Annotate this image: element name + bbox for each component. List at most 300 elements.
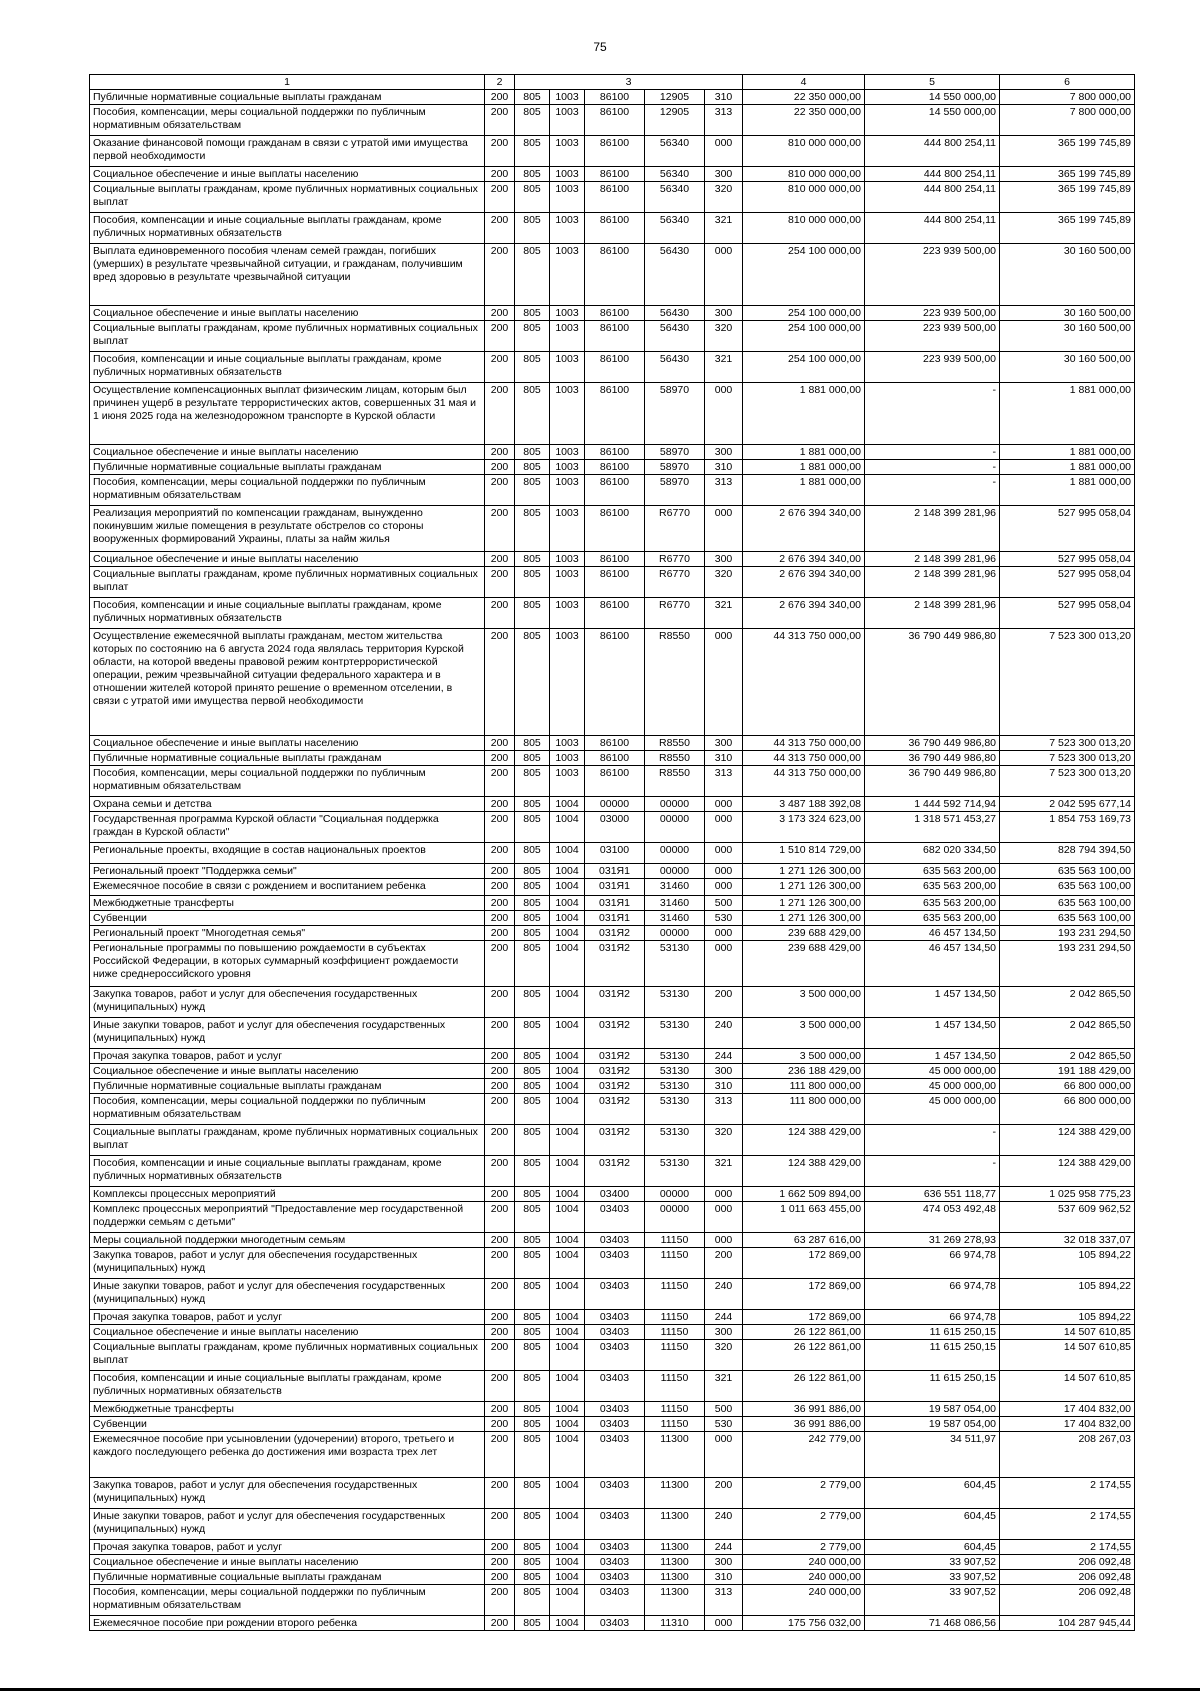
cell-program-code: 03403 (585, 1202, 645, 1233)
cell-expense-type-code: 300 (705, 1555, 743, 1570)
cell-ministry-code: 200 (485, 629, 515, 736)
cell-section-code: 805 (515, 321, 550, 352)
cell-expense-type-code: 320 (705, 1125, 743, 1156)
cell-subsection-code: 1004 (550, 1187, 585, 1202)
page-number: 75 (593, 40, 607, 54)
cell-approved-amount: 810 000 000,00 (743, 213, 865, 244)
cell-approved-amount: 26 122 861,00 (743, 1325, 865, 1340)
cell-executed-amount: 223 939 500,00 (865, 321, 1000, 352)
cell-section-code: 805 (515, 1478, 550, 1509)
cell-approved-amount: 1 271 126 300,00 (743, 864, 865, 879)
cell-ministry-code: 200 (485, 987, 515, 1018)
cell-remaining-amount: 365 199 745,89 (1000, 136, 1135, 167)
cell-section-code: 805 (515, 1570, 550, 1585)
table-row (90, 1079, 1135, 1094)
cell-direction-code: 53130 (645, 1049, 705, 1064)
cell-expense-type-code: 000 (705, 843, 743, 864)
cell-remaining-amount: 191 188 429,00 (1000, 1064, 1135, 1079)
cell-approved-amount: 36 991 886,00 (743, 1402, 865, 1417)
cell-remaining-amount: 30 160 500,00 (1000, 244, 1135, 306)
header-col-1: 1 (90, 75, 485, 90)
cell-section-code: 805 (515, 1432, 550, 1478)
cell-remaining-amount: 2 042 865,50 (1000, 1049, 1135, 1064)
cell-direction-code: 11300 (645, 1585, 705, 1616)
cell-expense-type-code: 200 (705, 1248, 743, 1279)
cell-section-code: 805 (515, 1233, 550, 1248)
cell-remaining-amount: 1 881 000,00 (1000, 460, 1135, 475)
cell-program-code: 031Я2 (585, 1079, 645, 1094)
cell-subsection-code: 1003 (550, 475, 585, 506)
cell-subsection-code: 1004 (550, 1555, 585, 1570)
cell-approved-amount: 1 271 126 300,00 (743, 911, 865, 926)
cell-expense-type-code: 200 (705, 987, 743, 1018)
row-name: Региональные проекты, входящие в состав национальных проектов (90, 843, 485, 864)
row-name: Пособия, компенсации и иные социальные выплаты гражданам, кроме публичных нормативных обязательств (90, 1371, 485, 1402)
cell-program-code: 03403 (585, 1233, 645, 1248)
cell-direction-code: 53130 (645, 1156, 705, 1187)
cell-section-code: 805 (515, 105, 550, 136)
row-name: Иные закупки товаров, работ и услуг для обеспечения государственных (муниципальных) нужд (90, 1018, 485, 1049)
row-name: Публичные нормативные социальные выплаты гражданам (90, 90, 485, 105)
cell-direction-code: R6770 (645, 552, 705, 567)
cell-approved-amount: 2 779,00 (743, 1478, 865, 1509)
row-name: Закупка товаров, работ и услуг для обеспечения государственных (муниципальных) нужд (90, 1478, 485, 1509)
cell-direction-code: 31460 (645, 911, 705, 926)
cell-program-code: 86100 (585, 766, 645, 797)
cell-executed-amount: 36 790 449 986,80 (865, 629, 1000, 736)
cell-executed-amount: 46 457 134,50 (865, 926, 1000, 941)
row-name: Субвенции (90, 911, 485, 926)
cell-approved-amount: 810 000 000,00 (743, 167, 865, 182)
cell-section-code: 805 (515, 736, 550, 751)
cell-remaining-amount: 1 854 753 169,73 (1000, 812, 1135, 843)
cell-executed-amount: 635 563 200,00 (865, 911, 1000, 926)
cell-expense-type-code: 240 (705, 1279, 743, 1310)
cell-program-code: 031Я2 (585, 1049, 645, 1064)
cell-section-code: 805 (515, 751, 550, 766)
cell-subsection-code: 1003 (550, 167, 585, 182)
cell-remaining-amount: 208 267,03 (1000, 1432, 1135, 1478)
cell-section-code: 805 (515, 383, 550, 445)
cell-subsection-code: 1003 (550, 321, 585, 352)
cell-direction-code: 56340 (645, 167, 705, 182)
cell-approved-amount: 44 313 750 000,00 (743, 629, 865, 736)
cell-direction-code: 56340 (645, 213, 705, 244)
table-row (90, 1417, 1135, 1432)
cell-ministry-code: 200 (485, 1570, 515, 1585)
cell-executed-amount: - (865, 445, 1000, 460)
cell-section-code: 805 (515, 766, 550, 797)
row-name: Социальные выплаты гражданам, кроме публичных нормативных социальных выплат (90, 182, 485, 213)
cell-expense-type-code: 321 (705, 213, 743, 244)
cell-direction-code: 58970 (645, 445, 705, 460)
cell-direction-code: 53130 (645, 987, 705, 1018)
table-row (90, 1432, 1135, 1478)
cell-direction-code: 56430 (645, 352, 705, 383)
cell-remaining-amount: 105 894,22 (1000, 1248, 1135, 1279)
cell-program-code: 86100 (585, 629, 645, 736)
cell-section-code: 805 (515, 1125, 550, 1156)
row-name: Иные закупки товаров, работ и услуг для обеспечения государственных (муниципальных) нужд (90, 1279, 485, 1310)
cell-remaining-amount: 7 523 300 013,20 (1000, 629, 1135, 736)
cell-program-code: 03403 (585, 1310, 645, 1325)
row-name: Осуществление ежемесячной выплаты гражданам, местом жительства которых по состоянию на 6 августа 2024 года являлась территория Курской области, на которой введены правовой режим контртеррористической операции, режим чрезвычайной ситуации федерального характера и в отношении жителей которой принято решение о временном отселении, в связи с утратой ими имущества первой необходимости (90, 629, 485, 736)
row-name: Социальное обеспечение и иные выплаты населению (90, 552, 485, 567)
row-name: Закупка товаров, работ и услуг для обеспечения государственных (муниципальных) нужд (90, 1248, 485, 1279)
cell-remaining-amount: 193 231 294,50 (1000, 941, 1135, 987)
cell-section-code: 805 (515, 911, 550, 926)
row-name: Публичные нормативные социальные выплаты гражданам (90, 751, 485, 766)
cell-approved-amount: 1 881 000,00 (743, 383, 865, 445)
cell-subsection-code: 1004 (550, 896, 585, 911)
row-name: Пособия, компенсации и иные социальные выплаты гражданам, кроме публичных нормативных обязательств (90, 1156, 485, 1187)
cell-ministry-code: 200 (485, 1279, 515, 1310)
cell-direction-code: 58970 (645, 475, 705, 506)
cell-executed-amount: 36 790 449 986,80 (865, 766, 1000, 797)
table-header-row (90, 75, 1135, 90)
cell-ministry-code: 200 (485, 506, 515, 552)
cell-ministry-code: 200 (485, 1310, 515, 1325)
cell-approved-amount: 2 676 394 340,00 (743, 506, 865, 552)
cell-executed-amount: - (865, 475, 1000, 506)
cell-executed-amount: 66 974,78 (865, 1310, 1000, 1325)
cell-executed-amount: - (865, 1125, 1000, 1156)
cell-subsection-code: 1004 (550, 1509, 585, 1540)
table-row (90, 352, 1135, 383)
table-row (90, 1478, 1135, 1509)
cell-program-code: 86100 (585, 167, 645, 182)
cell-subsection-code: 1003 (550, 460, 585, 475)
cell-ministry-code: 200 (485, 182, 515, 213)
table-row (90, 751, 1135, 766)
cell-ministry-code: 200 (485, 90, 515, 105)
table-row (90, 136, 1135, 167)
cell-approved-amount: 124 388 429,00 (743, 1125, 865, 1156)
row-name: Оказание финансовой помощи гражданам в связи с утратой ими имущества первой необходимости (90, 136, 485, 167)
cell-program-code: 03400 (585, 1187, 645, 1202)
cell-subsection-code: 1003 (550, 136, 585, 167)
row-name: Публичные нормативные социальные выплаты гражданам (90, 460, 485, 475)
cell-section-code: 805 (515, 987, 550, 1018)
cell-approved-amount: 26 122 861,00 (743, 1340, 865, 1371)
table-row (90, 987, 1135, 1018)
cell-expense-type-code: 310 (705, 1079, 743, 1094)
cell-subsection-code: 1004 (550, 911, 585, 926)
cell-expense-type-code: 000 (705, 1187, 743, 1202)
cell-executed-amount: 1 457 134,50 (865, 1018, 1000, 1049)
row-name: Социальное обеспечение и иные выплаты населению (90, 306, 485, 321)
table-row (90, 1248, 1135, 1279)
cell-section-code: 805 (515, 244, 550, 306)
cell-remaining-amount: 1 881 000,00 (1000, 475, 1135, 506)
cell-executed-amount: 71 468 086,56 (865, 1616, 1000, 1631)
cell-program-code: 03403 (585, 1509, 645, 1540)
cell-ministry-code: 200 (485, 475, 515, 506)
cell-remaining-amount: 66 800 000,00 (1000, 1079, 1135, 1094)
cell-program-code: 03403 (585, 1325, 645, 1340)
cell-program-code: 03403 (585, 1371, 645, 1402)
cell-ministry-code: 200 (485, 1325, 515, 1340)
cell-expense-type-code: 310 (705, 460, 743, 475)
table-row (90, 90, 1135, 105)
row-name: Региональные программы по повышению рождаемости в субъектах Российской Федерации, в которых суммарный коэффициент рождаемости ниже среднероссийского уровня (90, 941, 485, 987)
cell-program-code: 03403 (585, 1555, 645, 1570)
cell-remaining-amount: 2 042 865,50 (1000, 1018, 1135, 1049)
row-name: Региональный проект "Поддержка семьи" (90, 864, 485, 879)
table-row (90, 1555, 1135, 1570)
cell-ministry-code: 200 (485, 1233, 515, 1248)
row-name: Ежемесячное пособие при усыновлении (удочерении) второго, третьего и каждого последующего ребенка до достижения ими возраста трех лет (90, 1432, 485, 1478)
table-row (90, 1585, 1135, 1616)
cell-approved-amount: 254 100 000,00 (743, 352, 865, 383)
cell-expense-type-code: 320 (705, 1340, 743, 1371)
cell-section-code: 805 (515, 1049, 550, 1064)
table-row (90, 1325, 1135, 1340)
cell-subsection-code: 1004 (550, 1248, 585, 1279)
cell-program-code: 86100 (585, 136, 645, 167)
cell-approved-amount: 44 313 750 000,00 (743, 751, 865, 766)
cell-expense-type-code: 240 (705, 1509, 743, 1540)
cell-approved-amount: 111 800 000,00 (743, 1079, 865, 1094)
cell-executed-amount: 19 587 054,00 (865, 1402, 1000, 1417)
table-row (90, 1202, 1135, 1233)
cell-subsection-code: 1004 (550, 987, 585, 1018)
cell-remaining-amount: 1 881 000,00 (1000, 445, 1135, 460)
cell-approved-amount: 810 000 000,00 (743, 182, 865, 213)
cell-remaining-amount: 2 174,55 (1000, 1478, 1135, 1509)
cell-ministry-code: 200 (485, 552, 515, 567)
cell-subsection-code: 1004 (550, 812, 585, 843)
cell-section-code: 805 (515, 445, 550, 460)
table-row (90, 941, 1135, 987)
cell-program-code: 03403 (585, 1417, 645, 1432)
cell-direction-code: 12905 (645, 90, 705, 105)
cell-remaining-amount: 30 160 500,00 (1000, 306, 1135, 321)
cell-ministry-code: 200 (485, 1417, 515, 1432)
cell-direction-code: 31460 (645, 879, 705, 896)
row-name: Пособия, компенсации и иные социальные выплаты гражданам, кроме публичных нормативных обязательств (90, 352, 485, 383)
cell-remaining-amount: 105 894,22 (1000, 1279, 1135, 1310)
cell-direction-code: 11150 (645, 1371, 705, 1402)
cell-direction-code: 53130 (645, 1125, 705, 1156)
cell-ministry-code: 200 (485, 1064, 515, 1079)
table-row (90, 926, 1135, 941)
table-row (90, 460, 1135, 475)
row-name: Пособия, компенсации, меры социальной поддержки по публичным нормативным обязательствам (90, 105, 485, 136)
cell-executed-amount: 635 563 200,00 (865, 879, 1000, 896)
cell-expense-type-code: 313 (705, 1585, 743, 1616)
cell-expense-type-code: 310 (705, 751, 743, 766)
cell-subsection-code: 1003 (550, 90, 585, 105)
cell-executed-amount: 66 974,78 (865, 1248, 1000, 1279)
cell-expense-type-code: 200 (705, 1478, 743, 1509)
cell-remaining-amount: 2 042 595 677,14 (1000, 797, 1135, 812)
cell-executed-amount: 36 790 449 986,80 (865, 751, 1000, 766)
cell-section-code: 805 (515, 1616, 550, 1631)
cell-ministry-code: 200 (485, 1156, 515, 1187)
cell-executed-amount: 33 907,52 (865, 1585, 1000, 1616)
table-row (90, 306, 1135, 321)
cell-remaining-amount: 17 404 832,00 (1000, 1417, 1135, 1432)
cell-approved-amount: 810 000 000,00 (743, 136, 865, 167)
cell-direction-code: 58970 (645, 383, 705, 445)
cell-subsection-code: 1004 (550, 1049, 585, 1064)
cell-approved-amount: 254 100 000,00 (743, 321, 865, 352)
cell-section-code: 805 (515, 136, 550, 167)
cell-executed-amount: 604,45 (865, 1509, 1000, 1540)
cell-approved-amount: 26 122 861,00 (743, 1371, 865, 1402)
cell-remaining-amount: 193 231 294,50 (1000, 926, 1135, 941)
cell-executed-amount: 45 000 000,00 (865, 1079, 1000, 1094)
table-row (90, 1187, 1135, 1202)
table-row (90, 1540, 1135, 1555)
cell-program-code: 031Я2 (585, 987, 645, 1018)
cell-subsection-code: 1003 (550, 383, 585, 445)
cell-section-code: 805 (515, 1402, 550, 1417)
cell-direction-code: R6770 (645, 567, 705, 598)
cell-ministry-code: 200 (485, 879, 515, 896)
cell-program-code: 031Я1 (585, 896, 645, 911)
cell-ministry-code: 200 (485, 1125, 515, 1156)
table-row (90, 167, 1135, 182)
cell-executed-amount: 45 000 000,00 (865, 1094, 1000, 1125)
cell-approved-amount: 3 500 000,00 (743, 1049, 865, 1064)
cell-approved-amount: 1 881 000,00 (743, 460, 865, 475)
cell-approved-amount: 3 487 188 392,08 (743, 797, 865, 812)
cell-approved-amount: 111 800 000,00 (743, 1094, 865, 1125)
table-row (90, 843, 1135, 864)
cell-direction-code: 53130 (645, 941, 705, 987)
cell-direction-code: 00000 (645, 843, 705, 864)
cell-ministry-code: 200 (485, 751, 515, 766)
cell-approved-amount: 2 676 394 340,00 (743, 598, 865, 629)
cell-program-code: 03403 (585, 1340, 645, 1371)
cell-expense-type-code: 300 (705, 167, 743, 182)
cell-section-code: 805 (515, 1540, 550, 1555)
cell-program-code: 03403 (585, 1616, 645, 1631)
cell-ministry-code: 200 (485, 1248, 515, 1279)
table-row (90, 1094, 1135, 1125)
cell-ministry-code: 200 (485, 1432, 515, 1478)
cell-remaining-amount: 635 563 100,00 (1000, 864, 1135, 879)
table-row (90, 911, 1135, 926)
cell-ministry-code: 200 (485, 766, 515, 797)
cell-remaining-amount: 1 025 958 775,23 (1000, 1187, 1135, 1202)
cell-approved-amount: 22 350 000,00 (743, 90, 865, 105)
table-row (90, 736, 1135, 751)
cell-section-code: 805 (515, 598, 550, 629)
cell-ministry-code: 200 (485, 812, 515, 843)
cell-executed-amount: 223 939 500,00 (865, 244, 1000, 306)
cell-direction-code: 11150 (645, 1248, 705, 1279)
row-name: Социальное обеспечение и иные выплаты населению (90, 1555, 485, 1570)
cell-program-code: 031Я2 (585, 1094, 645, 1125)
cell-approved-amount: 3 500 000,00 (743, 987, 865, 1018)
table-row (90, 567, 1135, 598)
cell-executed-amount: 11 615 250,15 (865, 1325, 1000, 1340)
cell-ministry-code: 200 (485, 1478, 515, 1509)
cell-remaining-amount: 105 894,22 (1000, 1310, 1135, 1325)
cell-subsection-code: 1004 (550, 926, 585, 941)
cell-approved-amount: 1 271 126 300,00 (743, 879, 865, 896)
table-row (90, 812, 1135, 843)
cell-direction-code: 11300 (645, 1540, 705, 1555)
cell-direction-code: R8550 (645, 629, 705, 736)
cell-executed-amount: 1 457 134,50 (865, 987, 1000, 1018)
cell-approved-amount: 240 000,00 (743, 1570, 865, 1585)
cell-ministry-code: 200 (485, 1018, 515, 1049)
cell-section-code: 805 (515, 1064, 550, 1079)
cell-section-code: 805 (515, 1018, 550, 1049)
cell-remaining-amount: 2 174,55 (1000, 1509, 1135, 1540)
cell-section-code: 805 (515, 1509, 550, 1540)
cell-approved-amount: 44 313 750 000,00 (743, 736, 865, 751)
cell-expense-type-code: 321 (705, 1371, 743, 1402)
cell-program-code: 86100 (585, 383, 645, 445)
cell-direction-code: 11310 (645, 1616, 705, 1631)
table-row (90, 1279, 1135, 1310)
cell-remaining-amount: 527 995 058,04 (1000, 506, 1135, 552)
cell-ministry-code: 200 (485, 911, 515, 926)
table-row (90, 1049, 1135, 1064)
table-row (90, 1509, 1135, 1540)
cell-subsection-code: 1004 (550, 1616, 585, 1631)
cell-remaining-amount: 828 794 394,50 (1000, 843, 1135, 864)
cell-section-code: 805 (515, 1156, 550, 1187)
row-name: Пособия, компенсации и иные социальные выплаты гражданам, кроме публичных нормативных обязательств (90, 213, 485, 244)
table-row (90, 475, 1135, 506)
cell-subsection-code: 1004 (550, 941, 585, 987)
cell-ministry-code: 200 (485, 244, 515, 306)
cell-program-code: 00000 (585, 797, 645, 812)
cell-program-code: 03403 (585, 1248, 645, 1279)
cell-direction-code: 11150 (645, 1233, 705, 1248)
cell-subsection-code: 1004 (550, 1233, 585, 1248)
cell-section-code: 805 (515, 629, 550, 736)
cell-remaining-amount: 32 018 337,07 (1000, 1233, 1135, 1248)
cell-ministry-code: 200 (485, 896, 515, 911)
cell-executed-amount: 2 148 399 281,96 (865, 567, 1000, 598)
cell-program-code: 86100 (585, 506, 645, 552)
row-name: Прочая закупка товаров, работ и услуг (90, 1049, 485, 1064)
cell-ministry-code: 200 (485, 736, 515, 751)
cell-section-code: 805 (515, 1371, 550, 1402)
cell-remaining-amount: 7 800 000,00 (1000, 105, 1135, 136)
cell-remaining-amount: 66 800 000,00 (1000, 1094, 1135, 1125)
cell-executed-amount: 66 974,78 (865, 1279, 1000, 1310)
cell-expense-type-code: 310 (705, 1570, 743, 1585)
cell-direction-code: 11150 (645, 1325, 705, 1340)
cell-subsection-code: 1004 (550, 1585, 585, 1616)
cell-subsection-code: 1004 (550, 1371, 585, 1402)
cell-expense-type-code: 530 (705, 1417, 743, 1432)
cell-program-code: 86100 (585, 736, 645, 751)
cell-direction-code: R8550 (645, 751, 705, 766)
cell-section-code: 805 (515, 812, 550, 843)
row-name: Публичные нормативные социальные выплаты гражданам (90, 1570, 485, 1585)
cell-subsection-code: 1004 (550, 1478, 585, 1509)
cell-subsection-code: 1003 (550, 629, 585, 736)
table-row (90, 879, 1135, 896)
cell-section-code: 805 (515, 1187, 550, 1202)
cell-approved-amount: 2 676 394 340,00 (743, 552, 865, 567)
cell-subsection-code: 1004 (550, 1310, 585, 1325)
table-row (90, 321, 1135, 352)
cell-subsection-code: 1004 (550, 1125, 585, 1156)
cell-expense-type-code: 300 (705, 1325, 743, 1340)
cell-program-code: 86100 (585, 445, 645, 460)
row-name: Социальные выплаты гражданам, кроме публичных нормативных социальных выплат (90, 321, 485, 352)
